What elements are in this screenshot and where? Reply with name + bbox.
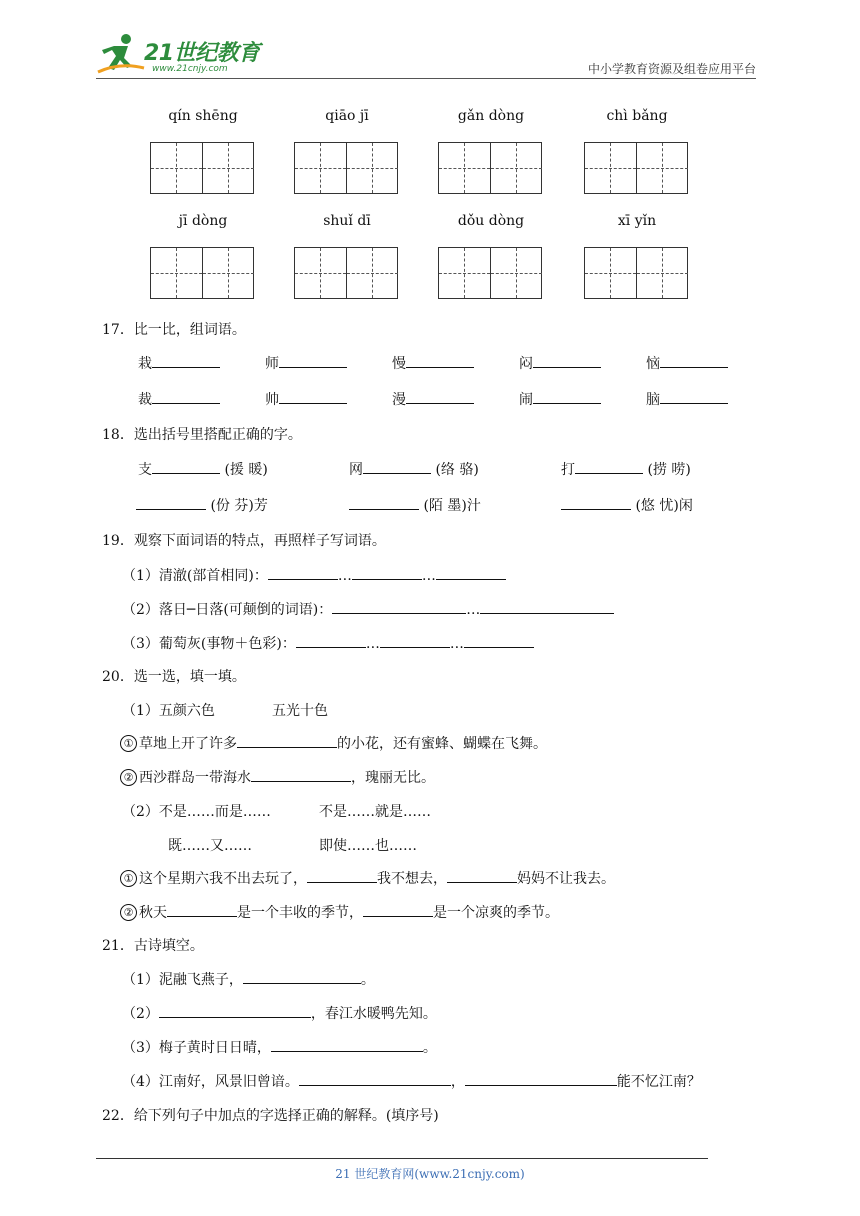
q18-item: 支 (援 暖) — [138, 459, 268, 479]
platform-name: 中小学教育资源及组卷应用平台 — [587, 62, 756, 76]
circled-number: ② — [120, 904, 137, 921]
q20-sentence: ② 秋天 是一个丰收的季节， 是一个凉爽的季节。 — [120, 902, 559, 922]
answer-blank[interactable] — [152, 459, 220, 474]
site-logo — [96, 30, 266, 82]
circled-number: ① — [120, 735, 137, 752]
writing-grid[interactable] — [294, 142, 398, 194]
answer-blank[interactable] — [561, 495, 631, 510]
q17-item: 漫 — [392, 389, 474, 409]
answer-blank[interactable] — [271, 1037, 423, 1052]
logo-text: 21世纪教育 — [144, 41, 260, 66]
footer-text: 21 世纪教育网(www.21cnjy.com) — [335, 1167, 525, 1181]
answer-blank[interactable] — [447, 868, 517, 883]
writing-grid[interactable] — [438, 247, 542, 299]
answer-blank[interactable] — [307, 868, 377, 883]
writing-grid[interactable] — [150, 247, 254, 299]
answer-blank[interactable] — [436, 565, 506, 580]
answer-blank[interactable] — [533, 353, 601, 368]
pinyin-label: qín shēng — [168, 108, 238, 124]
q18-item: (悠 忧)闲 — [561, 495, 693, 515]
q19-line-2: （2）落日─日落(可颠倒的词语)： … — [122, 599, 614, 619]
q17-item: 裁 — [138, 389, 220, 409]
writing-grid[interactable] — [584, 247, 688, 299]
q17-item: 师 — [265, 353, 347, 373]
q20-options-2: （2）不是……而是…… — [122, 804, 271, 820]
answer-blank[interactable] — [349, 495, 419, 510]
circled-number: ② — [120, 769, 137, 786]
answer-blank[interactable] — [465, 1071, 617, 1086]
pinyin-label: dǒu dòng — [457, 213, 525, 229]
answer-blank[interactable] — [406, 389, 474, 404]
answer-blank[interactable] — [152, 389, 220, 404]
q18-item: 网 (络 骆) — [349, 459, 479, 479]
question-17-title: 17．比一比，组词语。 — [102, 322, 246, 338]
writing-grid[interactable] — [150, 142, 254, 194]
header-divider — [96, 78, 756, 79]
q21-line-4: （4）江南好，风景旧曾谙。 ， 能不忆江南？ — [122, 1071, 701, 1091]
writing-grid[interactable] — [584, 142, 688, 194]
q20-options-1: 五光十色 — [272, 703, 328, 719]
answer-blank[interactable] — [575, 459, 643, 474]
answer-blank[interactable] — [660, 389, 728, 404]
q20-sentence: ① 草地上开了许多 的小花，还有蜜蜂、蝴蝶在飞舞。 — [120, 733, 547, 753]
q17-item: 帅 — [265, 389, 347, 409]
answer-blank[interactable] — [296, 633, 366, 648]
q20-options-2: 即使……也…… — [319, 838, 417, 854]
q18-item: (份 芬)芳 — [136, 495, 268, 515]
q17-item: 闷 — [519, 353, 601, 373]
answer-blank[interactable] — [533, 389, 601, 404]
answer-blank[interactable] — [268, 565, 338, 580]
pinyin-label: qiāo jī — [325, 108, 369, 124]
pinyin-label: chì bǎng — [606, 108, 668, 124]
q21-line-3: （3）梅子黄时日日晴， 。 — [122, 1037, 437, 1057]
answer-blank[interactable] — [480, 599, 614, 614]
writing-grid[interactable] — [438, 142, 542, 194]
q20-sentence: ① 这个星期六我不出去玩了， 我不想去， 妈妈不让我去。 — [120, 868, 615, 888]
answer-blank[interactable] — [363, 902, 433, 917]
pinyin-label: gǎn dòng — [457, 108, 525, 124]
answer-blank[interactable] — [380, 633, 450, 648]
q17-item: 恼 — [646, 353, 728, 373]
q18-item: 打 (捞 唠) — [561, 459, 691, 479]
question-21-title: 21．古诗填空。 — [102, 938, 204, 954]
answer-blank[interactable] — [332, 599, 466, 614]
answer-blank[interactable] — [237, 733, 337, 748]
answer-blank[interactable] — [464, 633, 534, 648]
q19-line-1: （1）清澈(部首相同)： … … — [122, 565, 506, 585]
answer-blank[interactable] — [243, 969, 361, 984]
q19-line-3: （3）葡萄灰(事物＋色彩)： … … — [122, 633, 534, 653]
answer-blank[interactable] — [279, 389, 347, 404]
q20-options-2: 既……又…… — [168, 838, 252, 854]
q18-item: (陌 墨)汁 — [349, 495, 481, 515]
q21-line-1: （1）泥融飞燕子， 。 — [122, 969, 375, 989]
circled-number: ① — [120, 870, 137, 887]
q17-item: 闹 — [519, 389, 601, 409]
logo-url: www.21cnjy.com — [152, 64, 228, 74]
question-19-title: 19．观察下面词语的特点，再照样子写词语。 — [102, 533, 386, 549]
runner-logo-icon — [96, 32, 146, 76]
answer-blank[interactable] — [352, 565, 422, 580]
q17-item: 慢 — [392, 353, 474, 373]
answer-blank[interactable] — [159, 1003, 311, 1018]
answer-blank[interactable] — [136, 495, 206, 510]
q20-sentence: ② 西沙群岛一带海水 ，瑰丽无比。 — [120, 767, 435, 787]
q21-line-2: （2） ，春江水暖鸭先知。 — [122, 1003, 437, 1023]
answer-blank[interactable] — [279, 353, 347, 368]
answer-blank[interactable] — [251, 767, 351, 782]
footer-divider — [96, 1158, 708, 1159]
answer-blank[interactable] — [152, 353, 220, 368]
answer-blank[interactable] — [660, 353, 728, 368]
question-20-title: 20．选一选，填一填。 — [102, 669, 246, 685]
question-22-title: 22．给下列句子中加点的字选择正确的解释。(填序号) — [102, 1108, 439, 1124]
q17-item: 脑 — [646, 389, 728, 409]
pinyin-label: jī dòng — [178, 213, 228, 229]
pinyin-label: shuǐ dī — [323, 213, 371, 229]
writing-grid[interactable] — [294, 247, 398, 299]
answer-blank[interactable] — [299, 1071, 451, 1086]
q20-options-1: （1）五颜六色 — [122, 703, 215, 719]
q17-item: 栽 — [138, 353, 220, 373]
answer-blank[interactable] — [167, 902, 237, 917]
answer-blank[interactable] — [363, 459, 431, 474]
question-18-title: 18．选出括号里搭配正确的字。 — [102, 427, 302, 443]
answer-blank[interactable] — [406, 353, 474, 368]
q20-options-2: 不是……就是…… — [319, 804, 431, 820]
pinyin-label: xī yǐn — [617, 213, 657, 229]
